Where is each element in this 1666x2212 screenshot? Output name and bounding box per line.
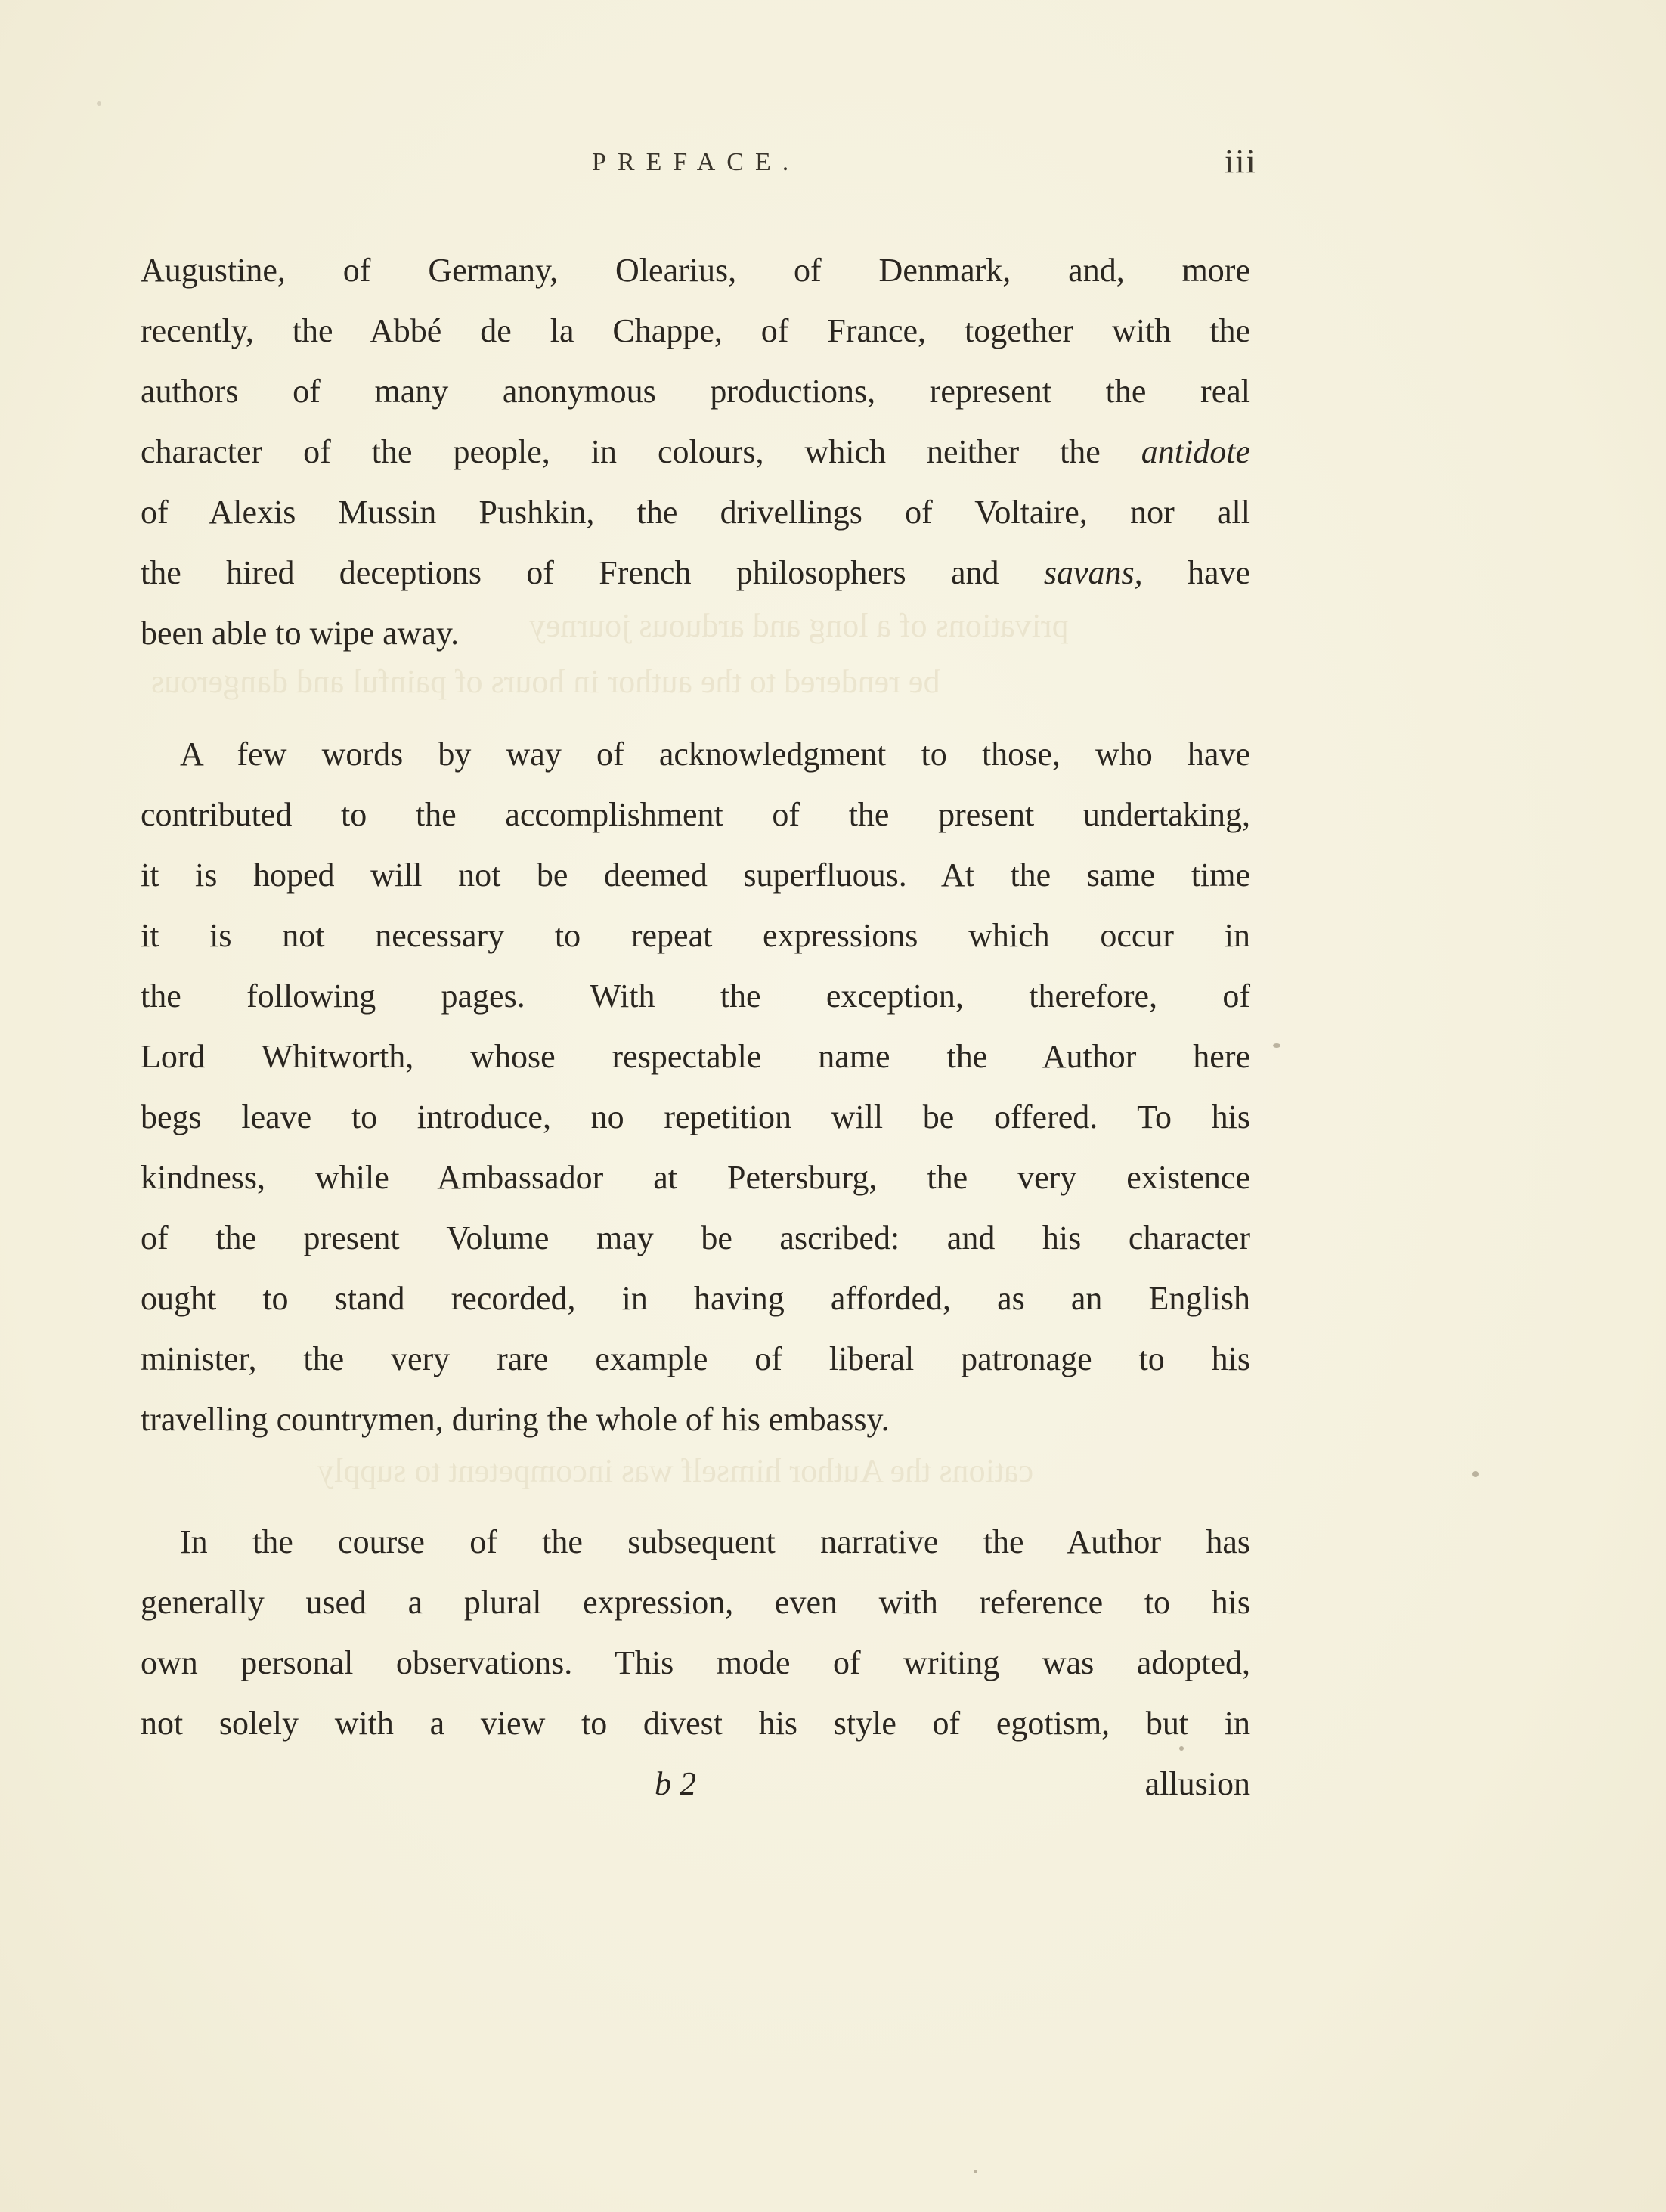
text-line: authors of many anonymous productions, represent the real [141,373,1250,410]
text-line: been able to wipe away. [141,615,460,652]
paper-speck [1472,1471,1479,1477]
text-line: of Alexis Mussin Pushkin, the drivellings of Voltaire, nor all [141,494,1250,531]
show-through-line-1: privations of a long and arduous journey [529,607,1069,644]
text-line: not solely with a view to divest his style of egotism, but in [141,1705,1250,1742]
paper-speck [1179,1746,1184,1751]
text-line: the hired deceptions of French philosophers and savans, have [141,554,1251,591]
text-line: it is not necessary to repeat expressions which occur in [141,917,1250,954]
text-line: A few words by way of acknowledgment to those, who have [180,736,1250,773]
paragraph-2 [141,724,1250,1450]
paper-speck [97,101,101,106]
text-line: it is hoped will not be deemed superfluous. At the same time [141,857,1250,894]
page-number: iii [1225,143,1257,180]
signature-mark: b 2 [655,1765,696,1802]
text-line: kindness, while Ambassador at Petersburg, the very existence [141,1159,1250,1196]
text-line: contributed to the accomplishment of the present undertaking, [141,796,1250,833]
text-line: In the course of the subsequent narrative the Author has [180,1523,1250,1560]
text-line: generally used a plural expression, even with reference to his [141,1584,1250,1621]
paper-speck [1273,1043,1280,1048]
show-through-line-3: cations the Author himself was incompetent to supply [317,1452,1034,1489]
paragraph-3 [141,1512,1250,1754]
text-line: character of the people, in colours, which neither the antidote [141,433,1250,470]
catchword: allusion [1144,1765,1250,1802]
text-line: ought to stand recorded, in having afforded, as an English [141,1280,1250,1317]
text-line: begs leave to introduce, no repetition will be offered. To his [141,1098,1250,1135]
footer-row [141,1754,1250,1814]
text-line: Augustine, of Germany, Olearius, of Denmark, and, more [141,252,1250,289]
paper-speck [974,2170,977,2173]
page-title: PREFACE. [592,148,800,176]
text-line: the following pages. With the exception, therefore, of [141,977,1250,1015]
text-line: travelling countrymen, during the whole of his embassy. [141,1401,890,1438]
paragraph-1 [141,240,1250,664]
text-line: minister, the very rare example of liberal patronage to his [141,1340,1250,1377]
show-through-line-2: be rendered to the author in hours of painful and dangerous [151,663,940,700]
italic-word: savans, [1043,554,1143,591]
italic-word: antidote [1141,433,1250,470]
text-line: recently, the Abbé de la Chappe, of France, together with the [141,312,1250,349]
text-line: of the present Volume may be ascribed: and his character [141,1219,1250,1256]
text-line: Lord Whitworth, whose respectable name the Author here [141,1038,1250,1075]
text-line: own personal observations. This mode of writing was adopted, [141,1644,1250,1681]
running-head [0,143,1666,194]
